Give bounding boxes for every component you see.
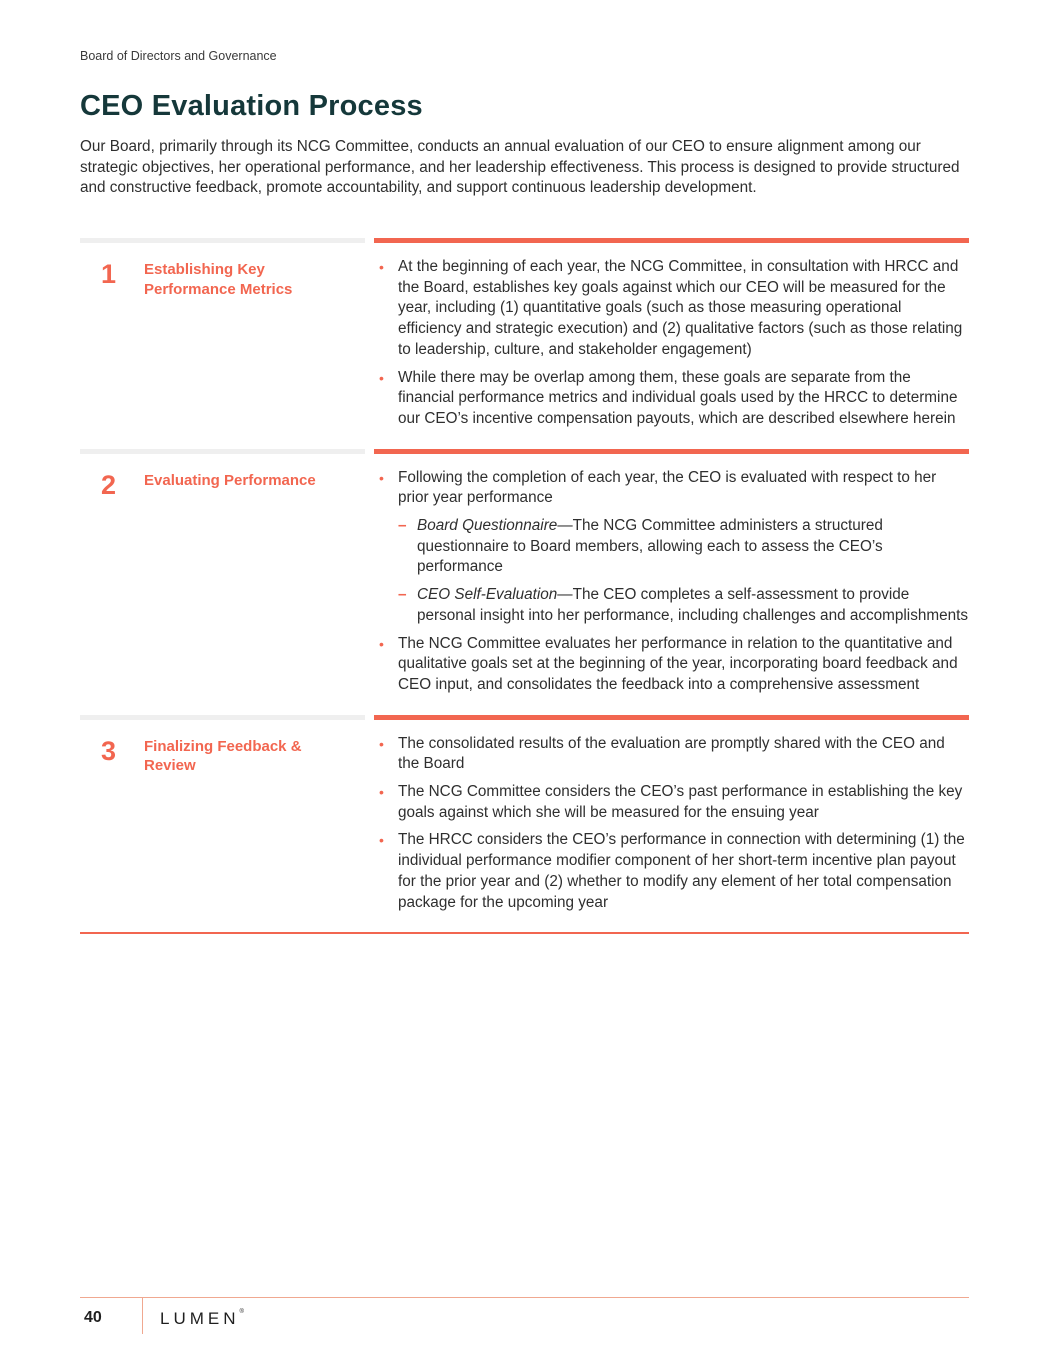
step-number: 2 [101,469,117,500]
bullet-item: • The NCG Committee evaluates her performance in relation to the quantitative and qualitative goals set at the beginning of the year, incorporating board feedback and CEO input, and consolidates the feedback into a comprehensive assessment [374,634,969,696]
page-title: CEO Evaluation Process [80,90,423,122]
step-number: 3 [101,735,117,766]
step-header [80,238,365,449]
sub-bullet-term: CEO Self-Evaluation [417,586,558,604]
bullet-list [374,468,969,696]
bullet-item: • While there may be overlap among them, these goals are separate from the financial performance metrics and individual goals used by the HRCC to determine our CEO’s incentive compensation payouts, which are described elsewhere herein [374,368,969,430]
sub-bullet-item [398,516,969,578]
step-3 [80,715,969,933]
step-title: Evaluating Performance [144,471,316,489]
bullet-list [374,257,969,430]
step-header [80,715,365,933]
step-content [374,715,969,933]
intro-paragraph: Our Board, primarily through its NCG Committee, conducts an annual evaluation of our CEO to ensure alignment among our strategic objectives, her operational performance, and her leadership effectiveness. This process is designed to provide structured and constructive feedback, promote accountability, and support continuous leadership development. [80,138,960,197]
table-bottom-rule [80,932,969,934]
step-header [80,449,365,715]
sub-bullet-text: —The NCG Committee administers a structured questionnaire to Board members, allowing each to assess the CEO’s performance [417,517,883,576]
step-title: Finalizing Feedback & Review [144,737,302,775]
step-number: 1 [101,259,117,289]
footer-divider [142,1298,143,1334]
sub-bullet-term: Board Questionnaire [417,517,558,535]
evaluation-steps [80,238,969,934]
bullet-item: • The NCG Committee considers the CEO’s past performance in establishing the key goals against which she will be measured for the ensuing year [374,782,969,823]
sub-bullet-list [398,516,969,627]
registered-mark-icon: ® [239,1309,244,1315]
bullet-list [374,734,969,914]
sub-bullet-item [398,585,969,626]
page-number: 40 [84,1309,102,1326]
bullet-item: • The consolidated results of the evaluation are promptly shared with the CEO and the Board [374,734,969,775]
bullet-item: • At the beginning of each year, the NCG Committee, in consultation with HRCC and the Board, establishes key goals against which our CEO will be measured for the year, including (1) quantitative goals (such as those measuring operational efficiency and strategic execution) and (2) qualitative factors (such as those relating to leadership, culture, and stakeholder engagement) [374,257,969,361]
sub-bullet-text: —The CEO completes a self-assessment to provide personal insight into her performance, including challenges and accomplishments [417,586,969,624]
logo-text: LUMEN [160,1309,240,1328]
step-1 [80,238,969,449]
bullet-item: • The HRCC considers the CEO’s performance in connection with determining (1) the individual performance modifier component of her short-term incentive plan payout for the prior year and (2) whether to modify any element of her total compensation package for the upcoming year [374,830,969,913]
step-content [374,238,969,449]
section-label: Board of Directors and Governance [80,49,277,63]
step-content [374,449,969,715]
footer-rule [80,1297,969,1298]
lumen-logo [160,1309,244,1329]
bullet-item [374,468,969,627]
step-title: Establishing Key Performance Metrics [144,261,293,298]
step-2 [80,449,969,715]
bullet-text: Following the completion of each year, the CEO is evaluated with respect to her prior year performance [398,468,937,507]
